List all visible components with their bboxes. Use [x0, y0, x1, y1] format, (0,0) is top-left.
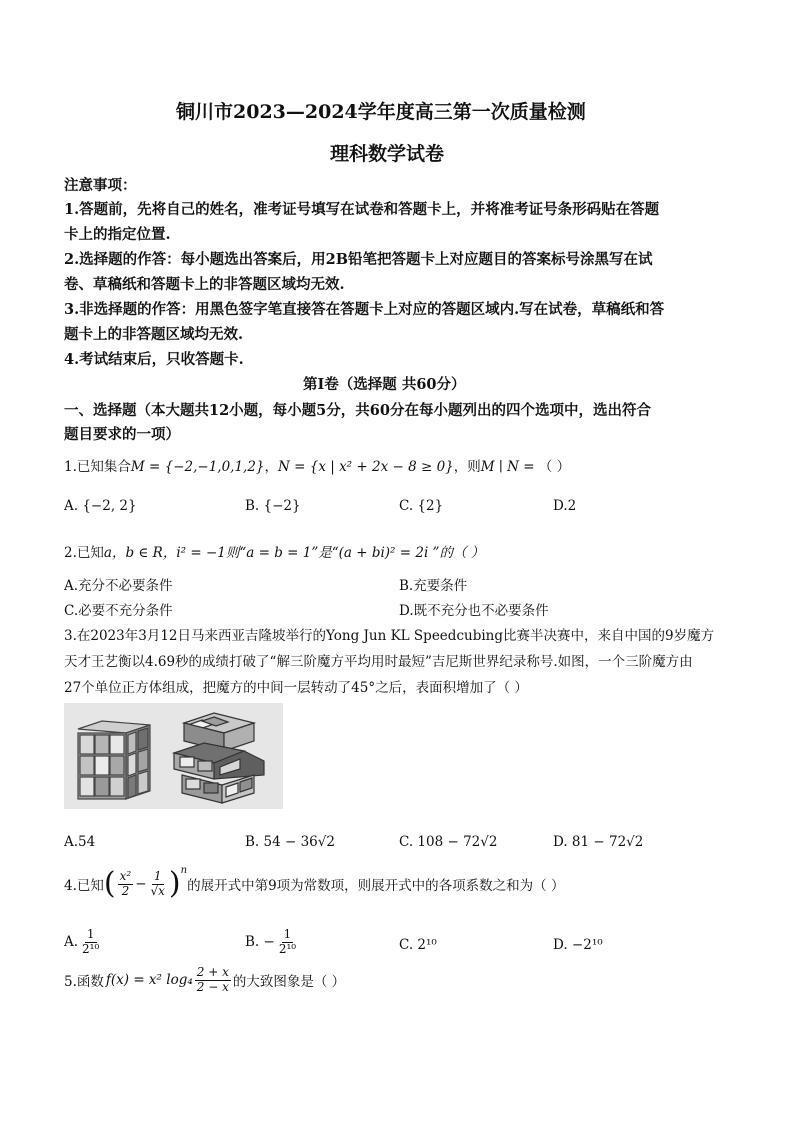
q3-option-c: C. 108 − 72√2 — [399, 834, 498, 850]
q4-option-a-label: A. — [64, 934, 79, 951]
question-5 — [64, 966, 345, 995]
q1-expr: M ∣ N — [480, 459, 519, 475]
q4-option-b-num: 1 — [283, 927, 292, 941]
q4-frac1-num: x² — [119, 868, 132, 883]
q4-option-b — [245, 928, 300, 957]
q4-frac2-den: √x — [150, 883, 165, 898]
q3-option-a: A.54 — [64, 834, 96, 850]
question-1 — [64, 455, 570, 475]
q4-open-paren: ( — [103, 866, 116, 901]
left-cube — [78, 721, 150, 799]
q1-option-b: B. {−2} — [245, 498, 301, 514]
q4-prefix: 4.已知 — [64, 878, 104, 894]
q4-option-a — [64, 928, 103, 957]
q4-minus: − — [135, 876, 147, 892]
note-1-line-1: 1.答题前，先将自己的姓名，准考证号填写在试卷和答题卡上，并将准考证号条形码贴在答题 — [64, 201, 660, 218]
q4-exponent: n — [180, 865, 188, 876]
q2-prefix: 2.已知 — [64, 545, 104, 561]
q3-option-d: D. 81 − 72√2 — [553, 834, 644, 850]
notes-heading: 注意事项： — [64, 177, 137, 194]
q5-prefix: 5.函数 — [64, 974, 104, 991]
note-3-line-1: 3.非选择题的作答：用黑色签字笔直接答在答题卡上对应的答题区域内.写在试卷，草稿纸和答 — [64, 301, 665, 318]
rubiks-cube-photo — [64, 703, 283, 809]
q4-fraction-1 — [118, 870, 134, 899]
q4-option-a-num: 1 — [86, 927, 95, 941]
q4-option-a-fraction — [80, 928, 101, 957]
section-heading-line-2: 题目要求的一项） — [64, 426, 180, 443]
q4-fraction-2 — [149, 870, 167, 899]
q1-ask: ，则 — [453, 459, 481, 475]
rubiks-cube-illustration — [64, 703, 283, 809]
q5-frac-num: 2 + x — [196, 965, 229, 979]
part-heading: 第Ⅰ卷（选择题 共60分） — [303, 376, 466, 393]
q5-suffix: 的大致图象是（ ） — [232, 974, 346, 991]
q5-frac-den: 2 − x — [196, 979, 229, 994]
q4-option-b-den: 2¹⁰ — [278, 941, 297, 956]
question-3-line-3: 27个单位正方体组成，把魔方的中间一层转动了45°之后，表面积增加了（ ） — [64, 680, 528, 696]
q4-option-c: C. 2¹⁰ — [399, 937, 437, 953]
question-2 — [64, 541, 484, 561]
question-3-line-1: 3.在2023年3月12日马来西亚吉隆坡举行的Yong Jun KL Speedcubing比赛半决赛中，来自中国的9岁魔方 — [64, 628, 715, 644]
q3-option-b: B. 54 − 36√2 — [245, 834, 335, 850]
q4-suffix: 的展开式中第9项为常数项，则展开式中的各项系数之和为（ ） — [187, 878, 565, 894]
q4-option-b-fraction — [277, 928, 298, 957]
q1-tail: = （ ） — [518, 459, 571, 475]
q1-option-c: C. {2} — [399, 498, 444, 514]
note-2-line-2: 卷、草稿纸和答题卡上的非答题区域均无效. — [64, 276, 345, 293]
q4-frac2-num: 1 — [153, 868, 162, 883]
q5-fraction — [195, 966, 231, 995]
right-cube — [174, 713, 264, 803]
q1-sep: ， — [264, 459, 279, 475]
q2-option-a: A.充分不必要条件 — [64, 578, 173, 594]
q1-option-d: D.2 — [553, 498, 577, 514]
question-3-line-2: 天才王艺衡以4.69秒的成绩打破了“解三阶魔方平均用时最短”吉尼斯世界纪录称号.如图，一个三阶魔方由 — [64, 654, 693, 670]
q1-prefix: 1.已知集合 — [64, 459, 131, 475]
q4-option-b-label: B. − — [245, 934, 275, 951]
q2-condition: a，b ∈ R，i² = −1则“a = b = 1”是“(a + bi)² = 2i ”的（ ） — [103, 545, 485, 561]
q2-option-c: C.必要不充分条件 — [64, 603, 173, 619]
q2-option-d: D.既不充分也不必要条件 — [399, 603, 549, 619]
note-2-line-1: 2.选择题的作答：每小题选出答案后，用2B铅笔把答题卡上对应题目的答案标号涂黑写在试 — [64, 251, 653, 268]
q1-set-m: M = {−2,−1,0,1,2} — [130, 459, 265, 475]
q4-close-paren: ) — [168, 866, 181, 901]
q2-option-b: B.充要条件 — [399, 578, 468, 594]
q1-set-n: N = {x | x² + 2x − 8 ≥ 0} — [278, 459, 454, 475]
q4-frac1-den: 2 — [121, 883, 130, 898]
q5-function: f(x) = x² log₄ — [105, 972, 193, 989]
q4-option-a-den: 2¹⁰ — [82, 941, 100, 956]
q4-option-d: D. −2¹⁰ — [553, 937, 603, 953]
note-3-line-2: 题卡上的非答题区域均无效. — [64, 326, 244, 343]
section-heading-line-1: 一、选择题（本大题共12小题，每小题5分，共60分在每小题列出的四个选项中，选出符合 — [64, 402, 651, 419]
q1-option-a: A. {−2, 2} — [64, 498, 137, 514]
question-4 — [64, 865, 565, 901]
exam-subtitle: 理科数学试卷 — [330, 143, 445, 165]
note-4: 4.考试结束后，只收答题卡. — [64, 351, 244, 368]
note-1-line-2: 卡上的指定位置. — [64, 226, 171, 243]
exam-title: 铜川市2023—2024学年度高三第一次质量检测 — [176, 101, 586, 123]
